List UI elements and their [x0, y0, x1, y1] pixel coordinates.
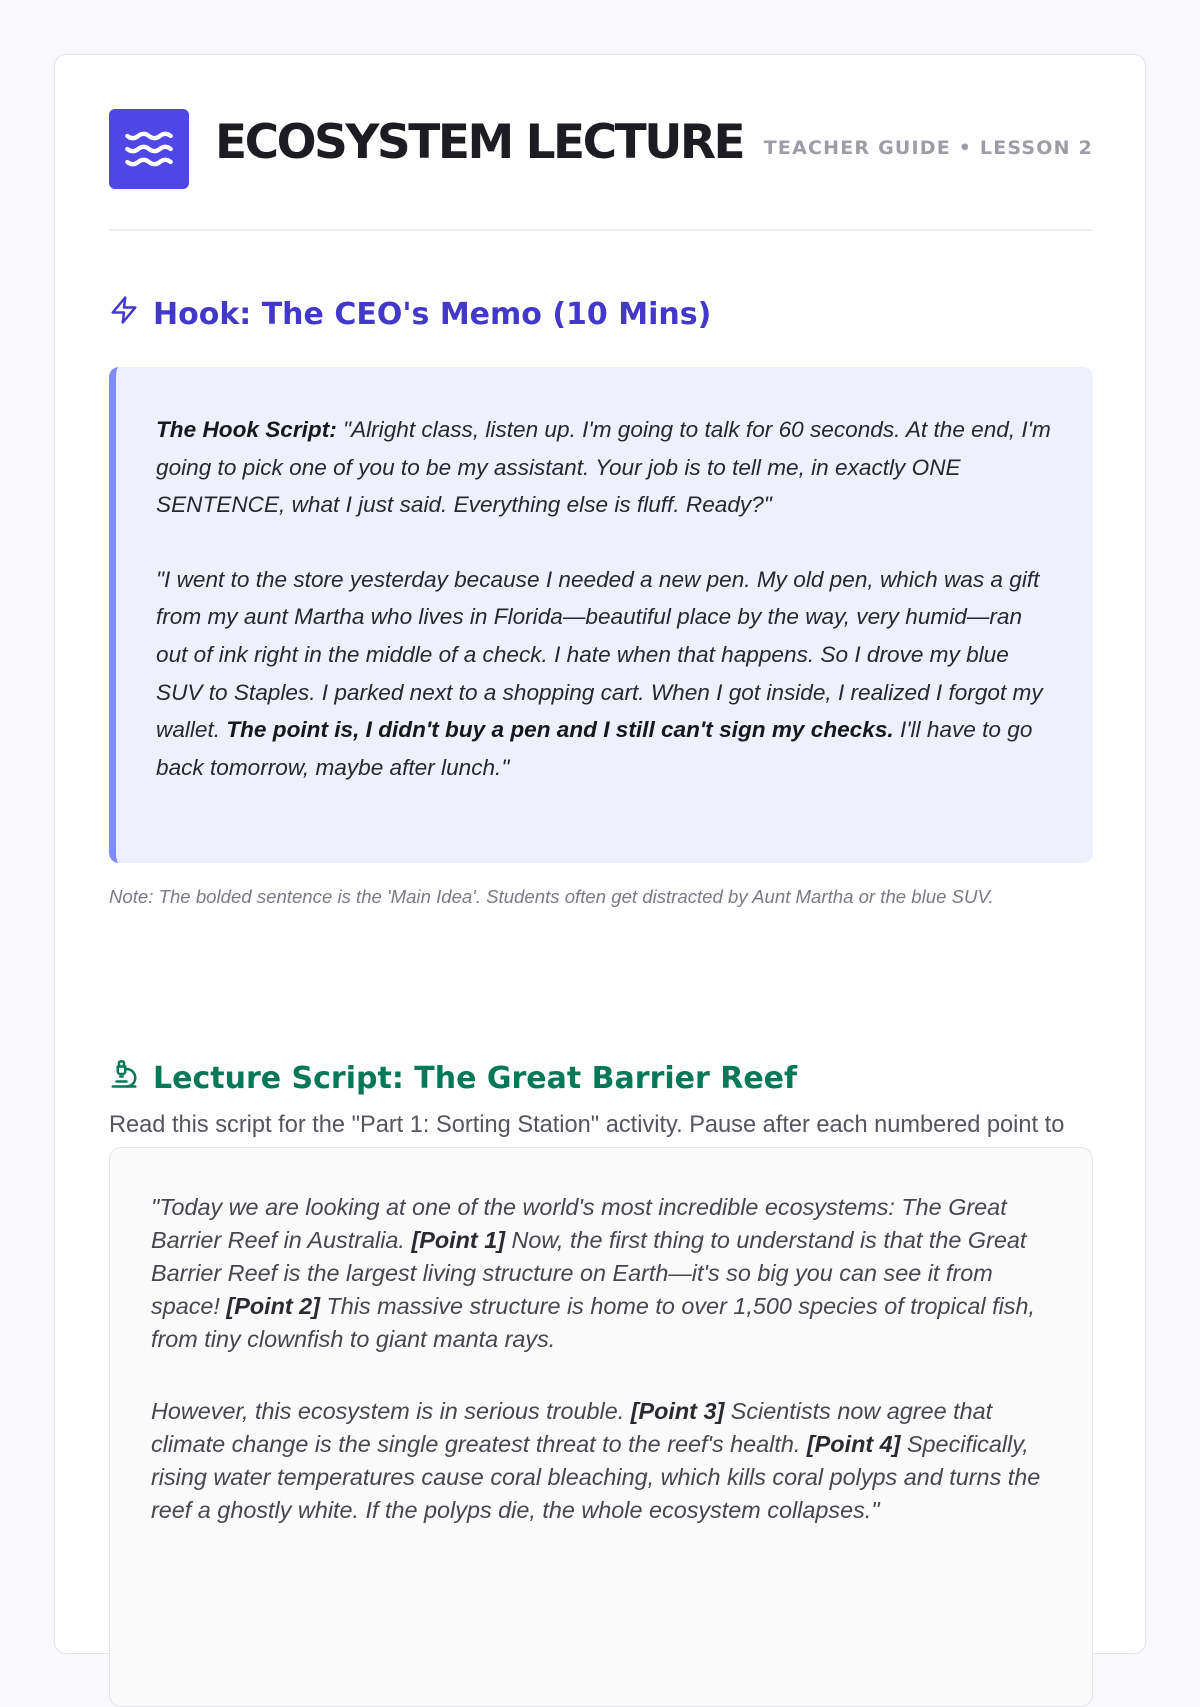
hook-story-after: I'll have to go back tomorrow, maybe after lunch.": [156, 717, 1033, 780]
lecture-text: Scientists now agree that climate change is the single greatest threat to the reef's health.: [151, 1398, 993, 1457]
hook-script-box: [109, 367, 1093, 863]
lecture-paragraph-1: [151, 1191, 1052, 1356]
lecture-heading-text: Lecture Script: The Great Barrier Reef: [153, 1060, 798, 1096]
hook-heading-text: Hook: The CEO's Memo (10 Mins): [153, 296, 712, 332]
waves-icon: [109, 109, 189, 189]
guide-card: [54, 54, 1146, 1654]
guide-meta: TEACHER GUIDE • LESSON 2: [763, 137, 1093, 159]
lightning-icon: [109, 295, 153, 333]
hook-script-paragraph: [156, 411, 1053, 524]
lecture-text: Specifically, rising water temperatures cause coral bleaching, which kills coral polyps and turns the reef a ghostly white. If the polyps die, the whole ecosystem collapses.": [151, 1431, 1041, 1523]
hook-script-label: The Hook Script:: [156, 417, 337, 442]
lecture-paragraph-2: [151, 1395, 1052, 1527]
lecture-script-box: [109, 1147, 1093, 1707]
point-marker-3: [Point 3]: [630, 1398, 725, 1424]
hook-story-before: "I went to the store yesterday because I needed a new pen. My old pen, which was a gift from my aunt Martha who lives in Florida—beautiful place by the way, very humid—ran out of ink right in the middle of a check. I hate when that happens. So I drove my blue SUV to Staples. I parked next to a shopping cart. When I got inside, I realized I forgot my wallet.: [156, 566, 1043, 743]
lecture-intro: Read this script for the "Part 1: Sorting Station" activity. Pause after each numbered point to: [109, 1112, 1065, 1138]
page-title: ECOSYSTEM LECTURE: [215, 115, 744, 170]
hook-main-idea: The point is, I didn't buy a pen and I still can't sign my checks.: [226, 717, 894, 743]
lecture-text: However, this ecosystem is in serious trouble.: [151, 1398, 631, 1424]
header-divider: [109, 229, 1093, 231]
point-marker-1: [Point 1]: [411, 1227, 505, 1253]
hook-note: Note: The bolded sentence is the 'Main Idea'. Students often get distracted by Aunt Martha or the blue SUV.: [109, 886, 994, 907]
lecture-heading: [109, 1059, 797, 1097]
point-marker-4: [Point 4]: [806, 1431, 901, 1457]
hook-heading: [109, 295, 711, 333]
hook-story-paragraph: [156, 561, 1053, 787]
point-marker-2: [Point 2]: [226, 1293, 320, 1319]
hook-script-text: "Alright class, listen up. I'm going to talk for 60 seconds. At the end, I'm going to pick one of you to be my assistant. Your job is to tell me, in exactly ONE SENTENCE, what I just said. Everything else is fluff. Ready?": [156, 417, 1051, 518]
lecture-text: Now, the first thing to understand is that the Great Barrier Reef is the largest living structure on Earth—it's so big you can see it from space!: [151, 1227, 1027, 1319]
lecture-text: This massive structure is home to over 1,500 species of tropical fish, from tiny clownfish to giant manta rays.: [151, 1293, 1035, 1352]
microscope-icon: [109, 1059, 153, 1097]
lecture-text: "Today we are looking at one of the world's most incredible ecosystems: The Great Barrier Reef in Australia.: [151, 1194, 1007, 1253]
header: [109, 109, 1093, 229]
